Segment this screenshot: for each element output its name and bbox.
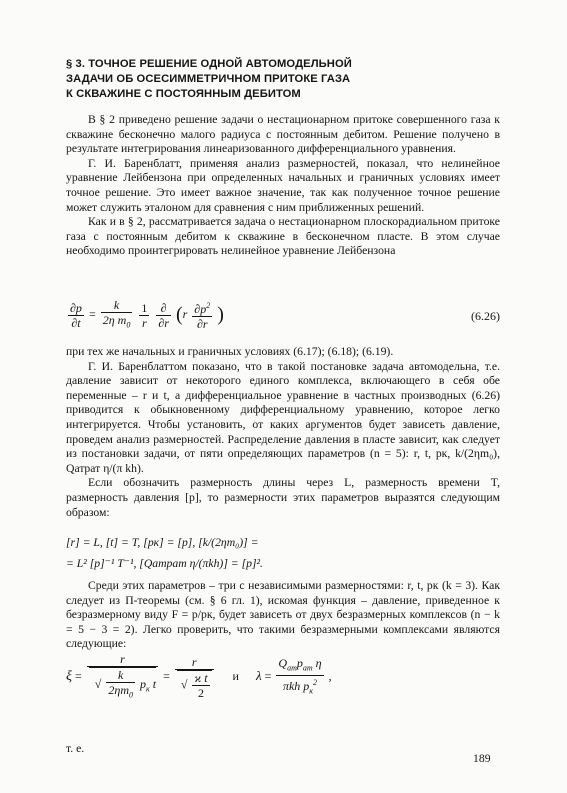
dimensions-line-2: = L² [p]⁻¹ T⁻¹, [Qатpат η/(πkh)] = [p]². xyxy=(66,557,263,570)
paragraph-4: при тех же начальных и граничных условиях (6.17); (6.18); (6.19). xyxy=(66,345,394,358)
section-heading xyxy=(66,57,486,102)
dp-dt-fraction: $\frac{\partial p}{\partial t}$ xyxy=(70,300,82,330)
heading-line-2: ЗАДАЧИ ОБ ОСЕСИММЕТРИЧНОМ ПРИТОКЕ ГАЗА xyxy=(66,73,351,85)
xi-fraction-1: r √ $\frac{k}{2\eta m_0}$ $p_к$ t xyxy=(87,652,158,702)
one-over-r-fraction: $\frac{1}{r}$ xyxy=(141,300,148,330)
equation-6-26: $\frac{\partial p}{\partial t}$ = $\frac{k}{2\eta m_0}$ $\frac{1}{r}$ $\frac{\partial}{\partial r}$ (r $\frac{\partial p^2}{\partial r}$ ) (6.26) xyxy=(70,298,500,332)
page-number: 189 xyxy=(473,752,491,765)
paragraph-2: Г. И. Баренблатт, применяя анализ размерностей, показал, что нелинейное уравнение Лейбензона при определенных начальных и граничных условиях имеет точное решение. Это имеет важное значение, так как полученное точное решение может служить эталоном для сравнения с ним приближенных решений. xyxy=(66,156,500,214)
and-word: и xyxy=(232,668,239,683)
equation-number: (6.26) xyxy=(471,309,500,323)
xi-fraction-2: r √ $\frac{\text{ϰ t}}{2}$ xyxy=(175,655,214,700)
intro-paragraphs xyxy=(66,113,500,259)
k-over-2etam0-fraction: $\frac{k}{2\eta m_0}$ xyxy=(102,298,131,330)
paragraph-5: Г. И. Баренблаттом показано, что в такой постановке задача автомодельна, т.е. давление зависит от некоторого единого комплекса, включающего в себя обе переменные – r и t, а дифференциальное уравнение в частных производных (6.26) приводится к обыкновенному дифференциальному уравнению, которое легко интегрируется. Чтобы установить, от каких аргументов будет зависеть давление, проведем анализ размерностей. Распределение давления в пласте зависит, как следует из постановки задачи, от пяти определяющих параметров (n = 5): r, t, pк, k/(2ηm₀), Qатpат η/(π kh). xyxy=(66,359,500,475)
heading-line-3: К СКВАЖИНЕ С ПОСТОЯННЫМ ДЕБИТОМ xyxy=(66,88,301,100)
lower-paragraph xyxy=(66,579,500,652)
lambda-fraction: $\frac{Q_{ат}p_{ат} \eta}{\pi kh p_к^2}$ xyxy=(278,655,322,696)
te-text: т. е. xyxy=(66,742,85,755)
paragraph-3: Как и в § 2, рассматривается задача о нестационарном плоскорадиальном притоке газа с постоянным дебитом к скважине в бесконечном пласте. В этом случае необходимо проинтегрировать нелинейное уравнение Лейбензона xyxy=(66,215,500,258)
paragraph-7: Среди этих параметров – три с независимыми размерностями: r, t, pк (k = 3). Как следует из П-теоремы (см. § 6 гл. 1), искомая функция – давление, приведенное к безразмерному виду F = p/pк, будет зависеть от двух безразмерных комплексов (n − k = 5 − 3 = 2). Легко проверить, что такими безразмерными комплексами являются следующие: xyxy=(66,579,500,651)
dimensions-line-1: [r] = L, [t] = T, [pк] = [p], [k/(2ηm₀)] = xyxy=(66,536,259,549)
paragraph-1: В § 2 приведено решение задачи о нестационарном притоке совершенного газа к скважине бесконечно малого радиуса с постоянным дебитом. Решение получено в результате интегрирования линеаризованного дифференциального уравнения. xyxy=(66,113,500,156)
d-dr-fraction: $\frac{\partial}{\partial r}$ xyxy=(158,300,169,330)
similarity-variables-equation: ξ = r √ $\frac{k}{2\eta m_0}$ $p_к$ t = r √ $\frac{\text{ϰ t}}{2}$ и λ = $\frac{Q_{ат}p_{ат} \eta}{\pi kh p_к^2}$ , xyxy=(66,652,500,722)
dp2-dr-fraction: $\frac{\partial p^2}{\partial r}$ xyxy=(194,301,211,332)
middle-paragraphs xyxy=(66,345,500,520)
heading-line-1: § 3. ТОЧНОЕ РЕШЕНИЕ ОДНОЙ АВТОМОДЕЛЬНОЙ xyxy=(66,58,352,70)
paragraph-6: Если обозначить размерность длины через L, размерность времени T, размерность давления [p], то размерности этих параметров выразятся следующим образом: xyxy=(66,476,500,519)
